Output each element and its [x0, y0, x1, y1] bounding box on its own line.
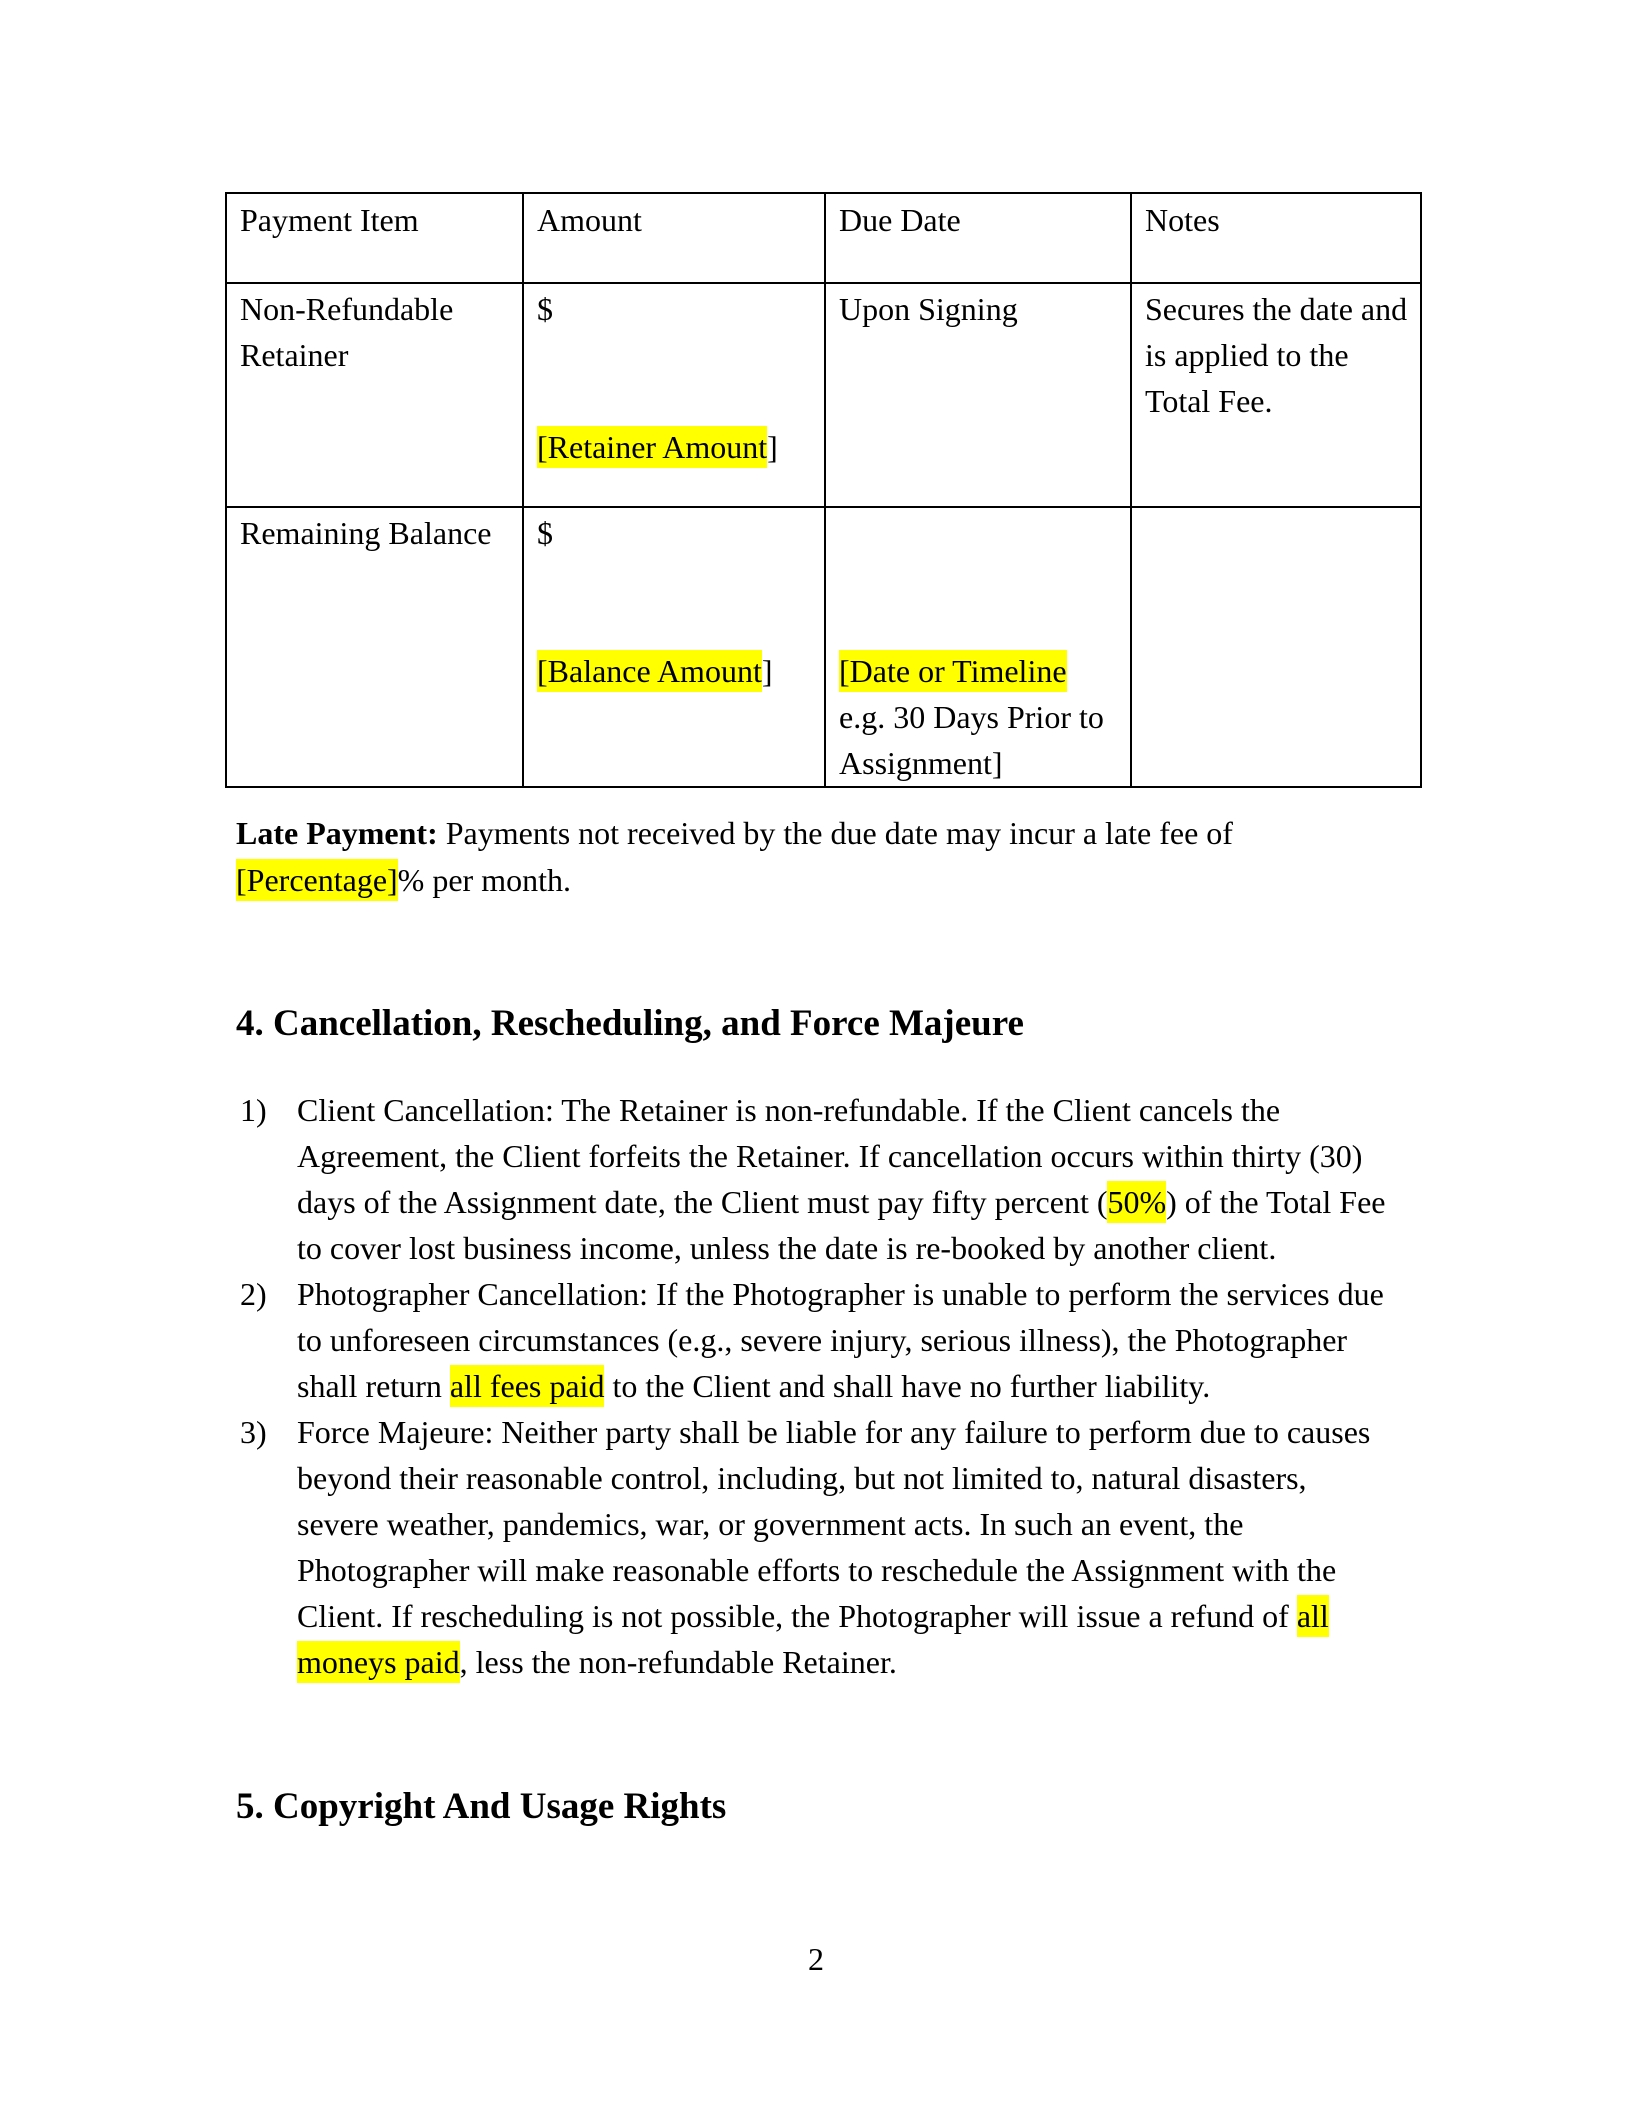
text-segment: ]: [761, 653, 773, 689]
text-line: [537, 648, 818, 694]
text-segment: , less the non-refundable Retainer.: [459, 1644, 897, 1680]
late-payment-paragraph: [236, 810, 1496, 904]
text-line: [839, 694, 1124, 740]
text-line: [1145, 332, 1414, 378]
cell-due-date-balance: [825, 507, 1131, 787]
text-segment: Late Payment:: [236, 815, 438, 851]
text-segment: Payments not received by the due date may incur a late fee of: [437, 815, 1233, 851]
text-line: [297, 1087, 1540, 1133]
text-segment: e.g. 30 Days Prior to: [839, 699, 1104, 735]
text-line: [297, 1363, 1540, 1409]
text-segment: Force Majeure: Neither party shall be liable for any failure to perform due to causes: [297, 1414, 1371, 1450]
text-line: [240, 286, 516, 332]
text-line: [240, 332, 516, 378]
page-number: 2: [808, 1941, 824, 1977]
text-line: [297, 1409, 1540, 1455]
text-line: [839, 510, 1124, 556]
section-4-heading: 4. Cancellation, Rescheduling, and Force Majeure: [236, 1003, 1024, 1044]
text-line: [297, 1593, 1540, 1639]
cell-payment-item-balance: [226, 507, 523, 787]
list-item-number: 2): [240, 1276, 267, 1312]
text-segment: ) of the Total Fee: [1166, 1184, 1386, 1220]
text-line: [297, 1179, 1540, 1225]
payment-schedule-table: [225, 192, 1422, 788]
table-row-balance: [226, 507, 1421, 787]
table-header-due-date: Due Date: [825, 193, 1131, 283]
text-segment: Photographer Cancellation: If the Photographer is unable to perform the services due: [297, 1276, 1384, 1312]
table-header-row: [226, 193, 1421, 283]
text-segment: days of the Assignment date, the Client must pay fifty percent (: [297, 1184, 1108, 1220]
highlighted-text: [Balance Amount: [537, 650, 762, 692]
text-line: [297, 1225, 1540, 1271]
list-item-text: [297, 1087, 1540, 1271]
text-segment: beyond their reasonable control, including, but not limited to, natural disasters,: [297, 1460, 1307, 1496]
text-line: [839, 648, 1124, 694]
text-segment: severe weather, pandemics, war, or government acts. In such an event, the: [297, 1506, 1244, 1542]
text-line: [297, 1501, 1540, 1547]
list-item-force-majeure: [240, 1409, 1540, 1685]
text-line: [839, 740, 1124, 786]
cell-due-date-retainer: [825, 283, 1131, 507]
highlighted-text: moneys paid: [297, 1641, 460, 1683]
text-line: [1145, 286, 1414, 332]
text-line: [297, 1547, 1540, 1593]
highlighted-text: all: [1297, 1595, 1329, 1637]
text-segment: Photographer will make reasonable efforts to reschedule the Assignment with the: [297, 1552, 1337, 1588]
text-segment: is applied to the: [1145, 337, 1349, 373]
text-segment: Client Cancellation: The Retainer is non-refundable. If the Client cancels the: [297, 1092, 1281, 1128]
text-segment: Remaining Balance: [240, 515, 492, 551]
text-line: [537, 378, 818, 424]
text-line: [1145, 510, 1414, 556]
table-row-retainer: [226, 283, 1421, 507]
text-segment: Retainer: [240, 337, 349, 373]
text-line: [236, 810, 1496, 857]
text-segment: ]: [767, 429, 778, 465]
text-line: [537, 510, 818, 556]
text-line: [297, 1639, 1540, 1685]
text-segment: % per month.: [397, 862, 571, 898]
list-item-photographer-cancellation: [240, 1271, 1540, 1409]
text-segment: Secures the date and: [1145, 291, 1408, 327]
text-segment: Upon Signing: [839, 291, 1018, 327]
text-segment: to the Client and shall have no further liability.: [604, 1368, 1211, 1404]
text-line: [537, 286, 818, 332]
text-segment: Client. If rescheduling is not possible, the Photographer will issue a refund of: [297, 1598, 1297, 1634]
text-line: [240, 510, 516, 556]
text-segment: shall return: [297, 1368, 450, 1404]
text-segment: Non-Refundable: [240, 291, 454, 327]
cancellation-list: [240, 1087, 1540, 1685]
table-header-amount: Amount: [523, 193, 825, 283]
text-segment: Assignment]: [839, 745, 1003, 781]
text-line: [839, 602, 1124, 648]
list-item-text: [297, 1271, 1540, 1409]
text-line: [297, 1317, 1540, 1363]
list-item-number: 1): [240, 1092, 267, 1128]
text-line: [537, 602, 818, 648]
list-item-text: [297, 1409, 1540, 1685]
text-segment: to unforeseen circumstances (e.g., severe injury, serious illness), the Photographer: [297, 1322, 1348, 1358]
cell-amount-balance: [523, 507, 825, 787]
text-line: [236, 857, 1496, 904]
text-line: [537, 332, 818, 378]
text-line: [537, 424, 818, 470]
highlighted-text: all fees paid: [450, 1365, 605, 1407]
list-item-client-cancellation: [240, 1087, 1540, 1271]
cell-payment-item-retainer: [226, 283, 523, 507]
highlighted-text: 50%: [1107, 1181, 1166, 1223]
list-item-number: 3): [240, 1414, 267, 1450]
cell-notes-retainer: [1131, 283, 1421, 507]
highlighted-text: [Date or Timeline: [839, 650, 1067, 692]
text-line: [839, 556, 1124, 602]
text-segment: $: [537, 515, 553, 551]
table-header-notes: Notes: [1131, 193, 1421, 283]
highlighted-text: [Percentage]: [236, 859, 398, 901]
table-header-payment-item: Payment Item: [226, 193, 523, 283]
cell-amount-retainer: [523, 283, 825, 507]
text-line: [537, 556, 818, 602]
text-segment: $: [537, 291, 553, 327]
section-5-heading: 5. Copyright And Usage Rights: [236, 1786, 727, 1827]
text-line: [297, 1271, 1540, 1317]
text-line: [297, 1133, 1540, 1179]
text-line: [1145, 378, 1414, 424]
text-segment: Agreement, the Client forfeits the Retainer. If cancellation occurs within thirty (30): [297, 1138, 1363, 1174]
text-line: [839, 286, 1124, 332]
text-segment: Total Fee.: [1145, 383, 1273, 419]
highlighted-text: [Retainer Amount: [537, 426, 767, 468]
cell-notes-balance: [1131, 507, 1421, 787]
text-segment: to cover lost business income, unless the date is re-booked by another client.: [297, 1230, 1277, 1266]
text-line: [297, 1455, 1540, 1501]
